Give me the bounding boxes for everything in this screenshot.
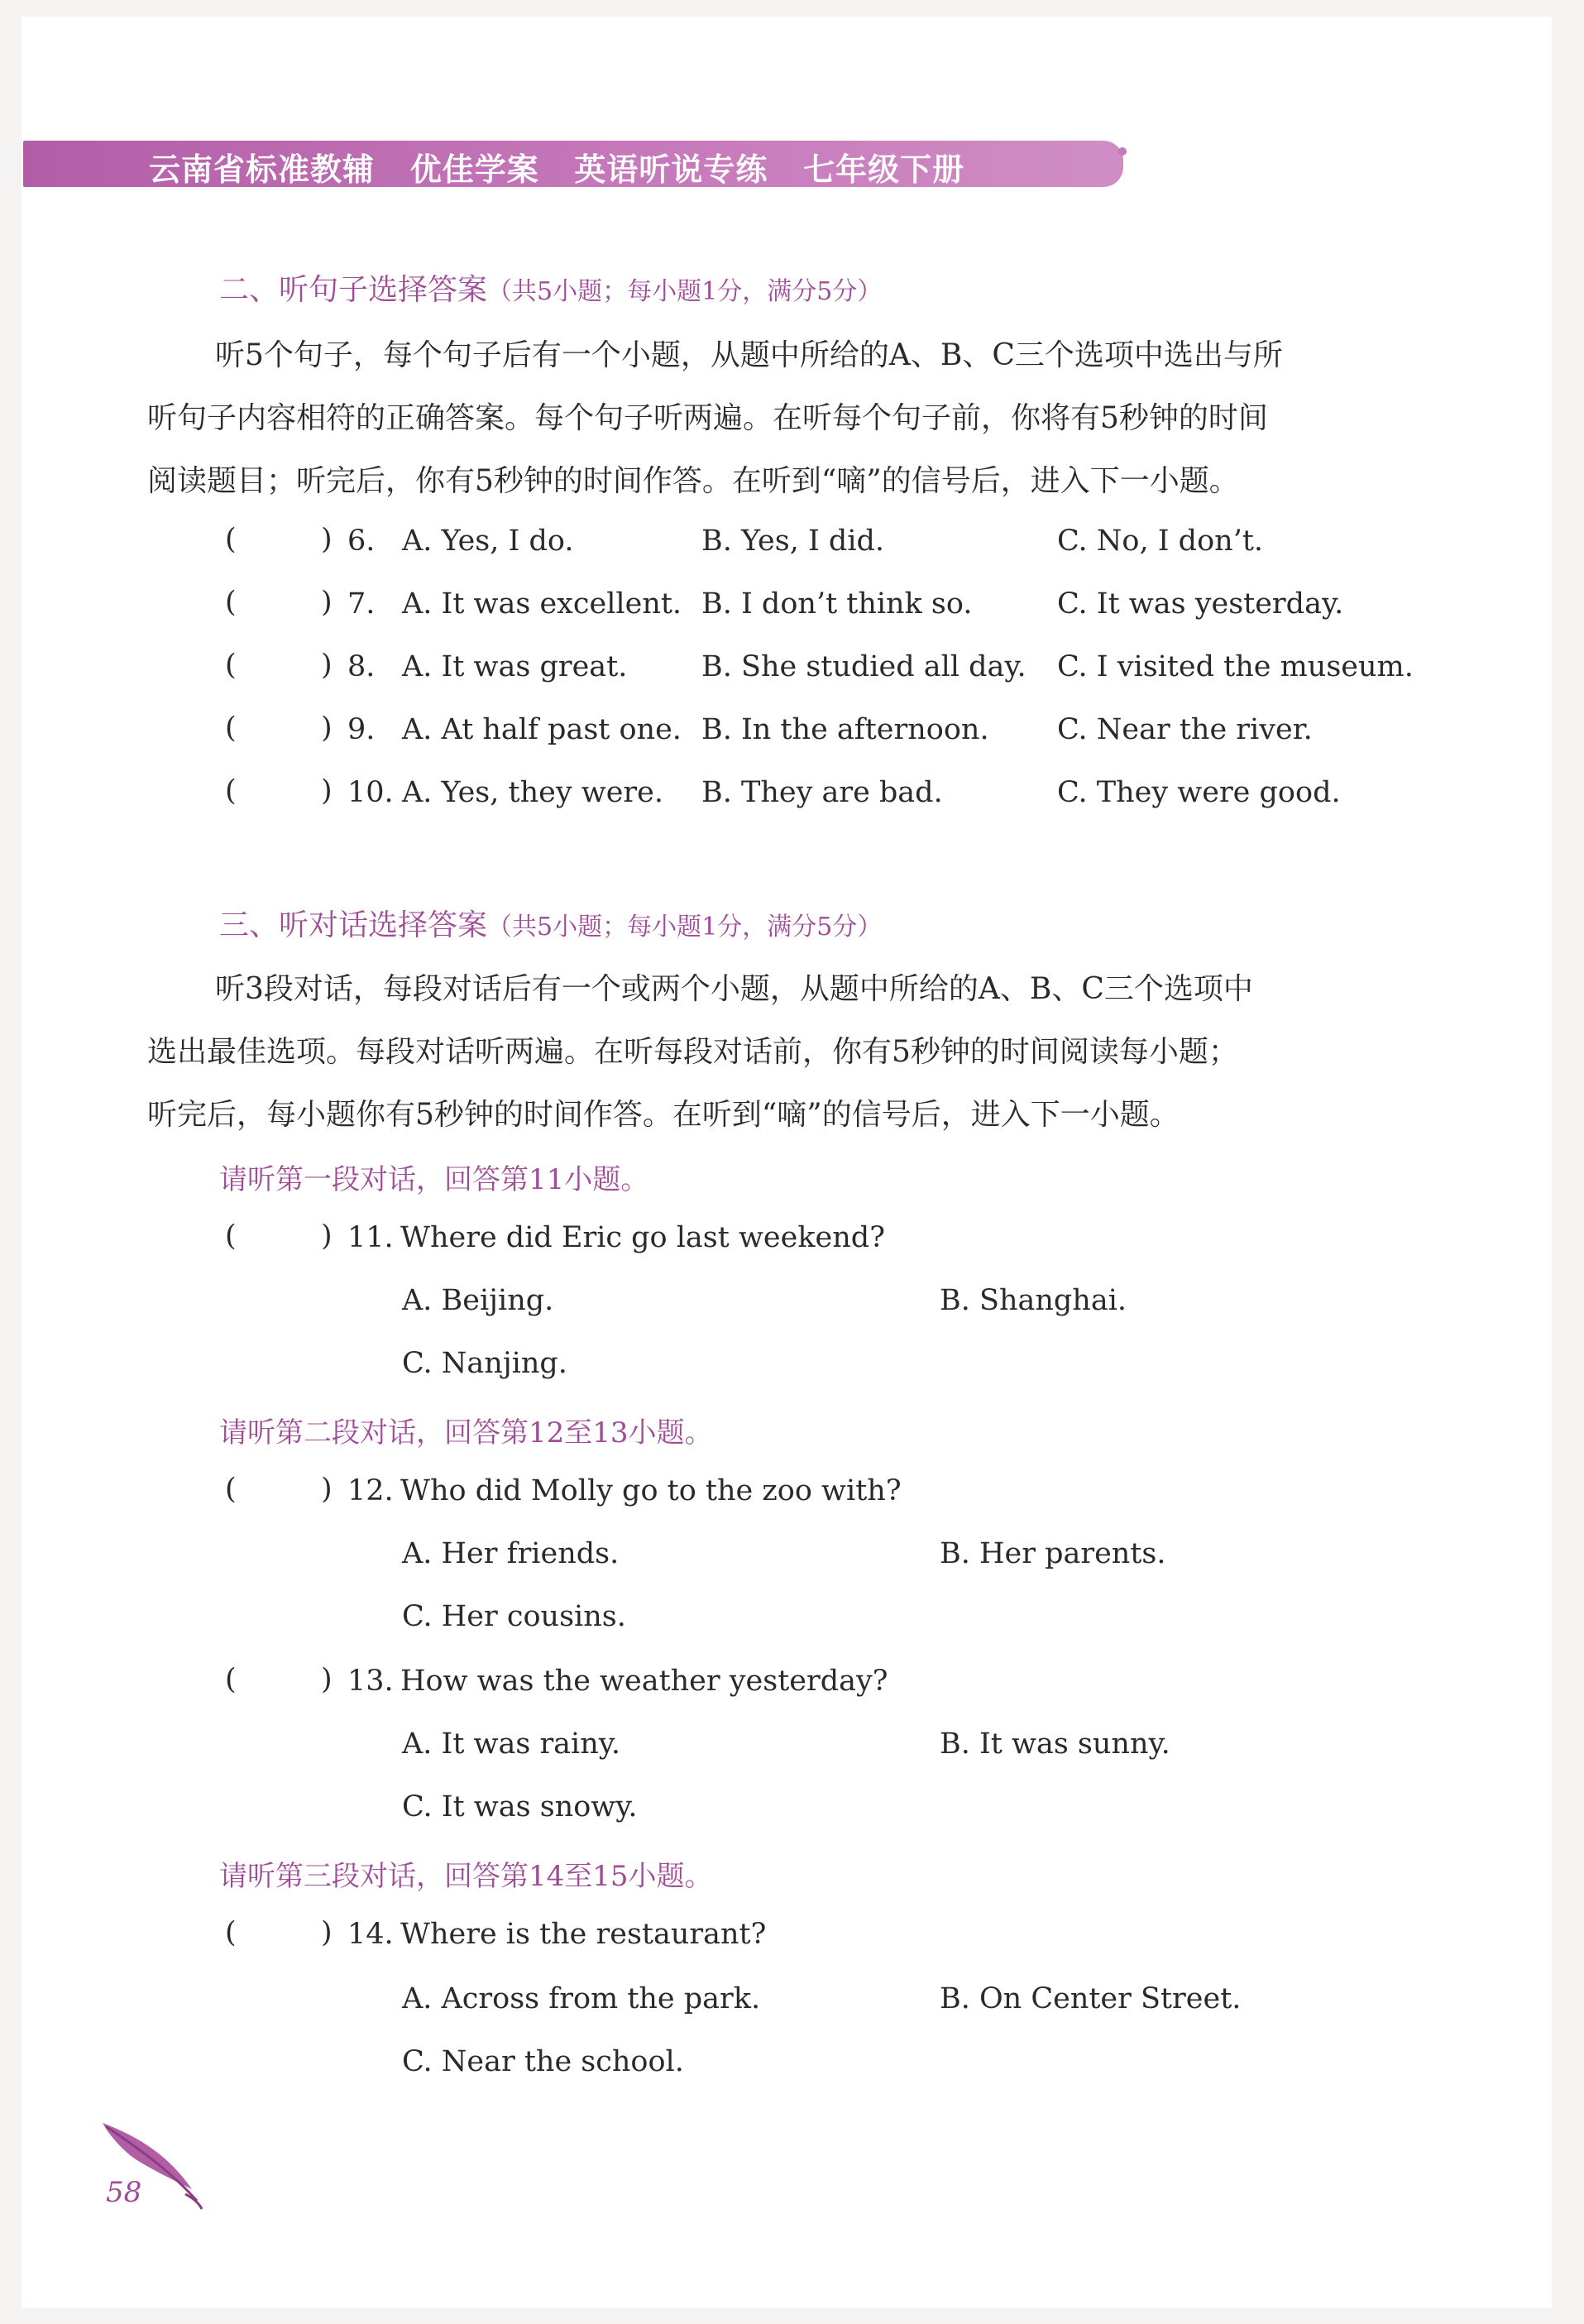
section2-instruction-line-1: 听5个句子，每个句子后有一个小题，从题中所给的A、B、C三个选项中选出与所 — [215, 338, 1283, 372]
dialog-3-prompt: 请听第三段对话，回答第14至15小题。 — [219, 1860, 713, 1893]
option-b: B. They are bad. — [701, 776, 943, 809]
question-number: 10. — [347, 776, 394, 809]
answer-bracket-close: ) — [321, 1663, 333, 1696]
question-text: How was the weather yesterday? — [400, 1665, 888, 1698]
question-number: 9. — [347, 713, 376, 746]
answer-bracket-open[interactable]: ( — [225, 1473, 237, 1506]
section3-instruction-line-2: 选出最佳选项。每段对话听两遍。在听每段对话前，你有5秒钟的时间阅读每小题； — [147, 1035, 1238, 1069]
answer-bracket-close: ) — [321, 523, 333, 556]
section2-instruction-line-2: 听句子内容相符的正确答案。每个句子听两遍。在听每个句子前，你将有5秒钟的时间 — [147, 401, 1268, 435]
answer-bracket-close: ) — [321, 774, 333, 807]
option-c: C. It was yesterday. — [1057, 587, 1344, 621]
section2-title-text: 二、听句子选择答案 — [219, 273, 488, 307]
option-b: B. Yes, I did. — [701, 525, 885, 558]
option-c: C. Her cousins. — [402, 1600, 626, 1633]
option-b: B. She studied all day. — [701, 650, 1026, 683]
section2-title — [219, 266, 882, 309]
section2-note: （共5小题；每小题1分，满分5分） — [487, 277, 883, 306]
option-c: C. It was snowy. — [402, 1790, 638, 1823]
answer-bracket-open[interactable]: ( — [225, 523, 237, 556]
banner-dot — [1118, 147, 1127, 156]
answer-bracket-open[interactable]: ( — [225, 1220, 237, 1253]
section2-instruction-line-3: 阅读题目；听完后，你有5秒钟的时间作答。在听到“嘀”的信号后，进入下一小题。 — [147, 464, 1239, 498]
answer-bracket-open[interactable]: ( — [225, 1663, 237, 1696]
option-c: C. They were good. — [1057, 776, 1341, 809]
option-c: C. No, I don’t. — [1057, 525, 1264, 558]
section3-instruction-line-3: 听完后，每小题你有5秒钟的时间作答。在听到“嘀”的信号后，进入下一小题。 — [147, 1098, 1180, 1132]
answer-bracket-open[interactable]: ( — [225, 586, 237, 619]
option-c: C. Nanjing. — [402, 1347, 567, 1380]
question-text: Where did Eric go last weekend? — [400, 1221, 885, 1254]
section3-title-text: 三、听对话选择答案 — [219, 908, 488, 942]
option-a: A. At half past one. — [402, 713, 682, 746]
page-number: 58 — [106, 2176, 142, 2209]
question-text: Where is the restaurant? — [400, 1918, 767, 1951]
option-a: A. Yes, I do. — [402, 525, 574, 558]
question-number: 7. — [347, 587, 376, 621]
answer-bracket-close: ) — [321, 712, 333, 745]
answer-bracket-open[interactable]: ( — [225, 649, 237, 682]
section3-note: （共5小题；每小题1分，满分5分） — [487, 913, 883, 942]
dialog-1-prompt: 请听第一段对话，回答第11小题。 — [219, 1163, 649, 1196]
answer-bracket-open[interactable]: ( — [225, 774, 237, 807]
answer-bracket-close: ) — [321, 1473, 333, 1506]
option-a: A. Her friends. — [402, 1537, 620, 1570]
option-a: A. It was rainy. — [402, 1727, 621, 1761]
option-b: B. It was sunny. — [940, 1727, 1170, 1761]
option-c: C. Near the school. — [402, 2045, 684, 2078]
answer-bracket-open[interactable]: ( — [225, 712, 237, 745]
answer-bracket-close: ) — [321, 586, 333, 619]
option-c: C. Near the river. — [1057, 713, 1313, 746]
section3-instruction-line-1: 听3段对话，每段对话后有一个或两个小题，从题中所给的A、B、C三个选项中 — [215, 972, 1253, 1006]
question-number: 14. — [347, 1918, 394, 1951]
answer-bracket-open[interactable]: ( — [225, 1916, 237, 1949]
option-a: A. Beijing. — [402, 1284, 554, 1317]
option-b: B. On Center Street. — [940, 1982, 1242, 2015]
option-c: C. I visited the museum. — [1057, 650, 1414, 683]
option-a: A. Yes, they were. — [402, 776, 663, 809]
section3-title — [219, 902, 882, 944]
question-number: 8. — [347, 650, 376, 683]
question-text: Who did Molly go to the zoo with? — [400, 1474, 902, 1507]
option-b: B. Her parents. — [940, 1537, 1166, 1570]
question-number: 12. — [347, 1474, 394, 1507]
question-number: 6. — [347, 525, 376, 558]
header-banner-text: 云南省标准教辅 优佳学案 英语听说专练 七年级下册 — [149, 151, 965, 188]
answer-bracket-close: ) — [321, 1220, 333, 1253]
option-b: B. I don’t think so. — [701, 587, 973, 621]
question-number: 13. — [347, 1665, 394, 1698]
answer-bracket-close: ) — [321, 1916, 333, 1949]
option-b: B. In the afternoon. — [701, 713, 989, 746]
answer-bracket-close: ) — [321, 649, 333, 682]
option-a: A. Across from the park. — [402, 1982, 761, 2015]
option-a: A. It was excellent. — [402, 587, 682, 621]
option-a: A. It was great. — [402, 650, 628, 683]
question-number: 11. — [347, 1221, 394, 1254]
option-b: B. Shanghai. — [940, 1284, 1127, 1317]
dialog-2-prompt: 请听第二段对话，回答第12至13小题。 — [219, 1416, 713, 1450]
